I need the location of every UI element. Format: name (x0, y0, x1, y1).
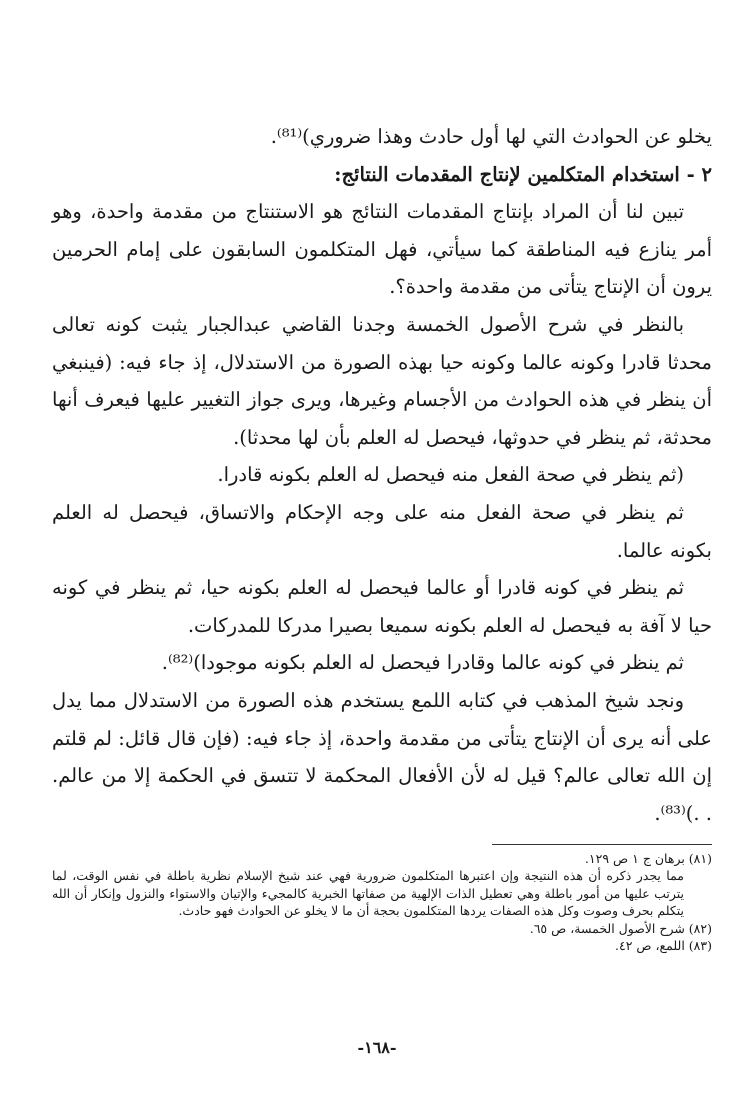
page-number: -١٦٨- (357, 1038, 397, 1057)
paragraph-5: ثم ينظر في صحة الفعل منه على وجه الإحكام والاتساق، فيحصل له العلم بكونه عالما. (52, 500, 712, 562)
paragraph-7: ثم ينظر في كونه عالما وقادرا فيحصل له العلم بكونه موجودا)⁽⁸²⁾. (161, 651, 684, 675)
footnotes (52, 850, 712, 954)
main-text (52, 118, 712, 832)
paragraph-6: ثم ينظر في كونه قادرا أو عالما فيحصل له العلم بكونه حيا، ثم ينظر في كونه حيا لا آفة به فيحصل له العلم بكونه سميعا بصيرا مدركا للمدركات. (52, 576, 712, 637)
paragraph-1: يخلو عن الحوادث التي لها أول حادث وهذا ضروري)⁽⁸¹⁾. (270, 125, 712, 148)
paragraph-3: بالنظر في شرح الأصول الخمسة وجدنا القاضي عبدالجبار يثبت كونه تعالى محدثا قادرا وكونه عالما وكونه حيا بهذه الصورة من الاستدلال، إذ جاء فيه: (فينبغي أن ينظر في هذه الحوادث من الأجسام وغيرها، ويرى جواز التغيير عليها فيعرف أنها محدثة، ثم ينظر في حدوثها، فيحصل له العلم بأن لها محدثا). (52, 312, 712, 449)
footnote-separator (492, 844, 712, 845)
paragraph-2: تبين لنا أن المراد بإنتاج المقدمات النتائج هو الاستنتاج من مقدمة واحدة، وهو أمر ينازع فيه المناطقة كما سيأتي، فهل المتكلمون السابقون على إمام الحرمين يرون أن الإنتاج يتأتى من مقدمة واحدة؟. (52, 200, 712, 299)
footnote-81: (٨١) برهان ج ١ ص ١٢٩. (584, 851, 712, 866)
footnote-81-note: مما يجدر ذكره أن هذه النتيجة وإن اعتبرها المتكلمون ضرورية فهي عند شيخ الإسلام نظرية باطلة في نفس الوقت، لما يترتب عليها من أمور باطلة وهي تعطيل الذات الإلهية من صفاتها الخبرية كالمجيء والإتيان والاستواء والنزول وإنكار أن الله يتكلم بحرف وصوت وكل هذه الصفات يردها المتكلمون بحجة أن ما لا يخلو عن الحوادث فهو حادث. (52, 868, 684, 919)
paragraph-4: (ثم ينظر في صحة الفعل منه فيحصل له العلم بكونه قادرا. (217, 463, 684, 487)
footnote-83: (٨٣) اللمع، ص ٤٢. (615, 938, 712, 954)
footnote-82: (٨٢) شرح الأصول الخمسة، ص ٦٥. (529, 920, 712, 936)
section-heading: ٢ - استخدام المتكلمين لإنتاج المقدمات النتائج: (334, 162, 712, 186)
paragraph-8: ونجد شيخ المذهب في كتابه اللمع يستخدم هذه الصورة من الاستدلال مما يدل على أنه يرى أن الإنتاج يتأتى من مقدمة واحدة، إذ جاء فيه: (فإن قال قائل: لم قلتم إن الله تعالى عالم؟ قيل له لأن الأفعال المحكمة لا تتسق في الحكمة إلا من عالم. . .)⁽⁸³⁾. (52, 688, 712, 825)
